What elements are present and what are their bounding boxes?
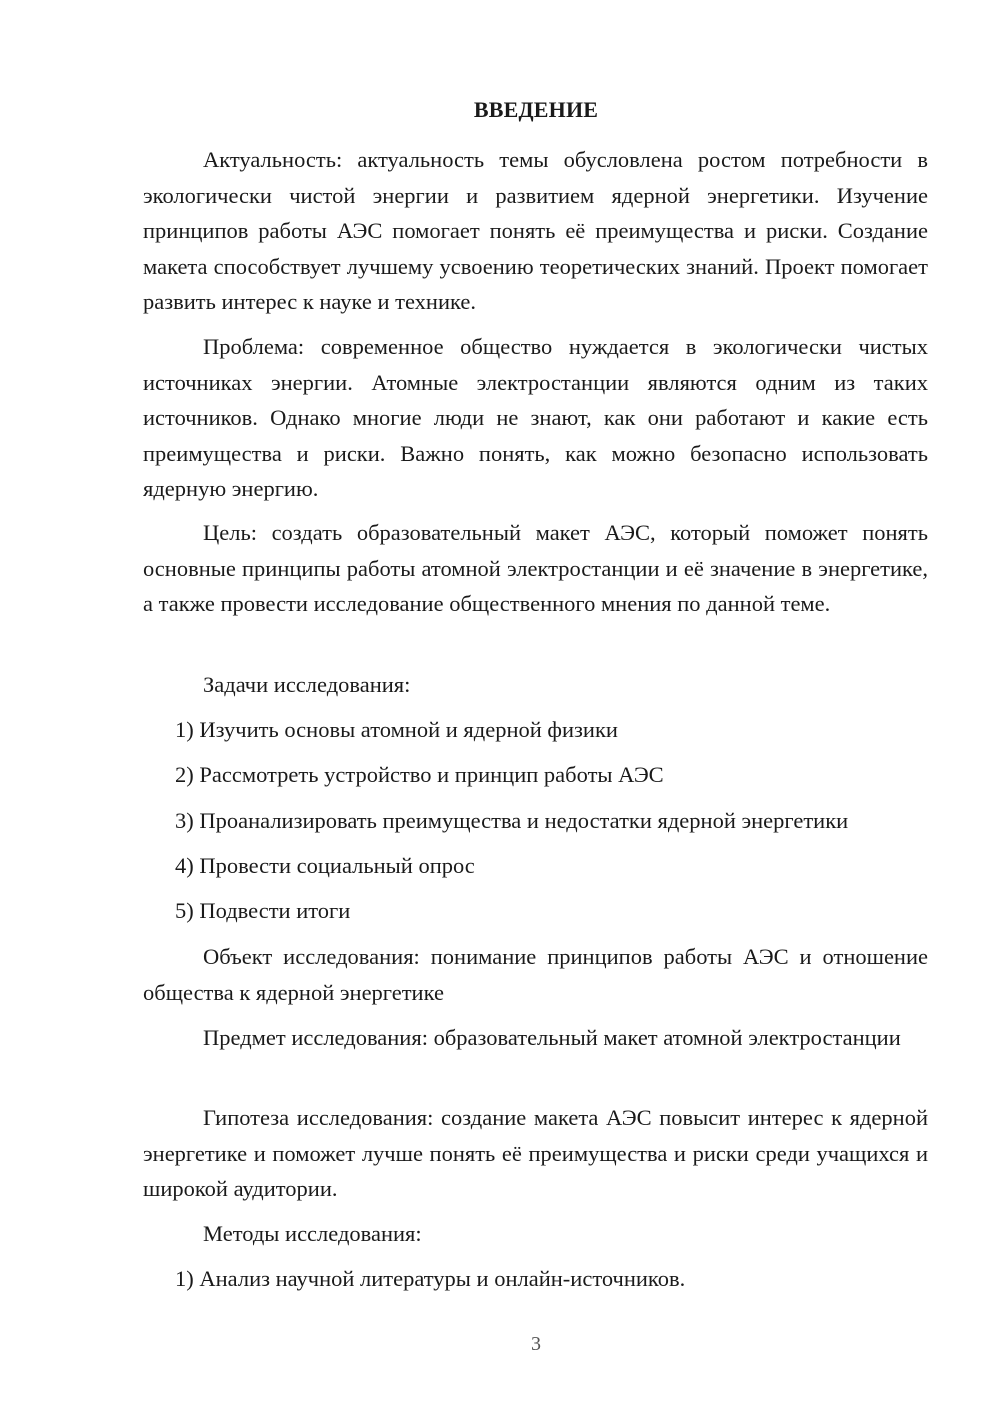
subject-paragraph: Предмет исследования: образовательный макет атомной электростанции bbox=[203, 1025, 901, 1050]
task-item: 5) Подвести итоги bbox=[175, 898, 351, 923]
problem-paragraph: Проблема: современное общество нуждается в экологически чистых источниках энергии. Атомные электростанции являются одним из таких источников. Однако многие люди не знают, как они работают и какие есть преимущества и риски. Важно понять, как можно безопасно использовать ядерную энергию. bbox=[143, 334, 928, 501]
hypothesis-paragraph: Гипотеза исследования: создание макета АЭС повысит интерес к ядерной энергетике и поможет лучше понять её преимущества и риски среди учащихся и широкой аудитории. bbox=[143, 1105, 928, 1201]
page-title: ВВЕДЕНИЕ bbox=[473, 97, 599, 122]
page-number: 3 bbox=[531, 1333, 541, 1355]
task-item: 3) Проанализировать преимущества и недостатки ядерной энергетики bbox=[175, 808, 849, 833]
goal-paragraph: Цель: создать образовательный макет АЭС, который поможет понять основные принципы работы атомной электростанции и её значение в энергетике, а также провести исследование общественного мнения по данной теме. bbox=[143, 520, 928, 616]
task-item: 4) Провести социальный опрос bbox=[175, 853, 475, 878]
object-paragraph: Объект исследования: понимание принципов работы АЭС и отношение общества к ядерной энергетике bbox=[143, 944, 928, 1005]
method-item: 1) Анализ научной литературы и онлайн-источников. bbox=[175, 1266, 686, 1291]
methods-heading: Методы исследования: bbox=[203, 1221, 422, 1246]
tasks-heading: Задачи исследования: bbox=[203, 672, 411, 697]
task-item: 2) Рассмотреть устройство и принцип работы АЭС bbox=[175, 762, 664, 787]
task-item: 1) Изучить основы атомной и ядерной физики bbox=[175, 717, 618, 742]
relevance-paragraph: Актуальность: актуальность темы обусловлена ростом потребности в экологически чистой энергии и развитием ядерной энергетики. Изучение принципов работы АЭС помогает понять её преимущества и риски. Создание макета способствует лучшему усвоению теоретических знаний. Проект помогает развить интерес к науке и технике. bbox=[143, 147, 928, 314]
